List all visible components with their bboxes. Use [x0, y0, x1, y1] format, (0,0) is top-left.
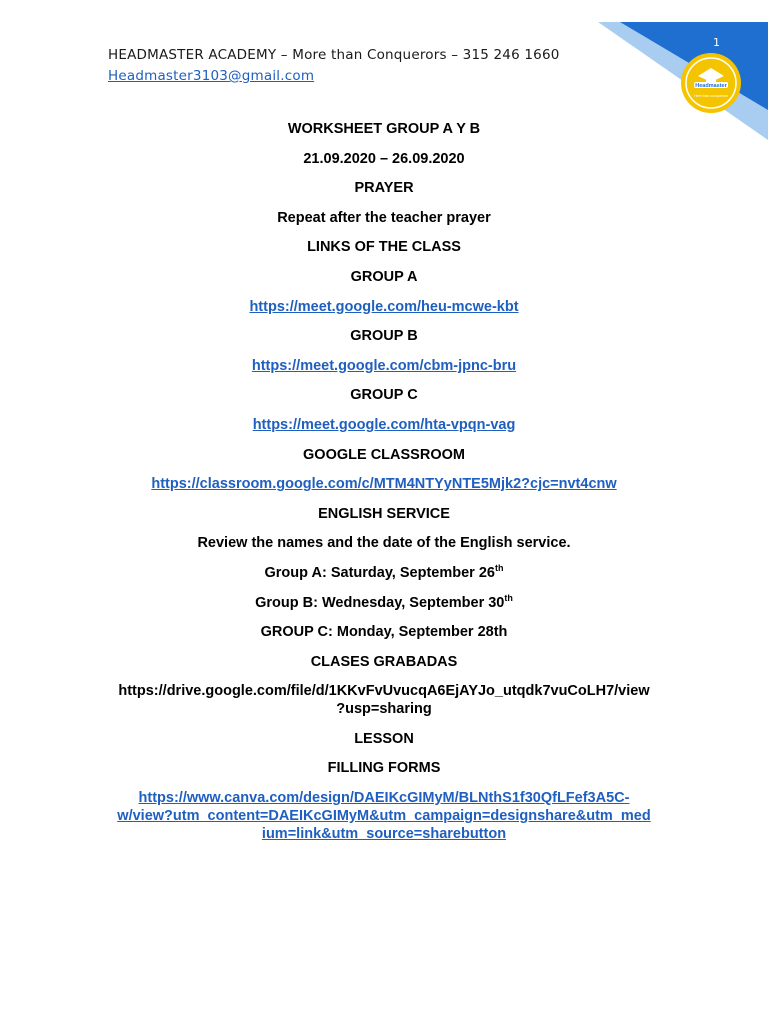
links-heading: LINKS OF THE CLASS — [307, 239, 461, 256]
header-email-link[interactable]: Headmaster3103@gmail.com — [108, 68, 315, 84]
worksheet-content — [96, 120, 672, 855]
english-service-heading: ENGLISH SERVICE — [318, 505, 450, 522]
english-service-text: Review the names and the date of the English service. — [197, 535, 571, 552]
lesson-title: FILLING FORMS — [327, 760, 441, 777]
lesson-heading: LESSON — [354, 730, 414, 747]
logo-subtext: Here than conquerors — [694, 94, 728, 98]
recorded-classes-heading: CLASES GRABADAS — [310, 653, 458, 670]
group-c-meet-link[interactable]: https://meet.google.com/hta-vpqn-vag — [252, 416, 516, 433]
prayer-heading: PRAYER — [354, 180, 414, 197]
group-a-service-date: Group A: Saturday, September 26th — [264, 563, 504, 581]
classroom-link[interactable]: https://classroom.google.com/c/MTM4NTYyNTE5Mjk2?cjc=nvt4cnw — [151, 476, 617, 493]
group-b-service-date: Group B: Wednesday, September 30th — [255, 592, 513, 611]
group-b-meet-link[interactable]: https://meet.google.com/cbm-jpnc-bru — [251, 357, 517, 374]
worksheet-title: WORKSHEET GROUP A Y B — [287, 121, 481, 137]
group-a-meet-link[interactable]: https://meet.google.com/heu-mcwe-kbt — [249, 298, 519, 315]
page-header — [108, 45, 560, 87]
academy-logo-icon — [680, 52, 742, 114]
group-b-heading: GROUP B — [350, 328, 418, 345]
recorded-classes-link[interactable]: https://drive.google.com/file/d/1KKvFvUvucqA6EjAYJo_utqdk7vuCoLH7/view ?usp=sharing — [118, 683, 650, 718]
page-number: 1 — [713, 36, 720, 49]
group-c-heading: GROUP C — [350, 387, 418, 404]
group-a-heading: GROUP A — [350, 268, 418, 285]
worksheet-dates: 21.09.2020 – 26.09.2020 — [303, 150, 465, 167]
header-title: HEADMASTER ACADEMY – More than Conquerors – 315 246 1660 — [108, 47, 560, 63]
logo-text: Headmaster — [695, 83, 727, 89]
classroom-heading: GOOGLE CLASSROOM — [303, 446, 465, 463]
prayer-text: Repeat after the teacher prayer — [277, 209, 491, 226]
canva-design-link[interactable]: https://www.canva.com/design/DAEIKcGIMyM/BLNthS1f30QfLFef3A5C- w/view?utm_content=DAEIKcGIMyM&utm_campaign=designshare&utm_med ium=link&utm_source=sharebutton — [117, 790, 651, 843]
group-c-service-date: GROUP C: Monday, September 28th — [260, 624, 508, 641]
